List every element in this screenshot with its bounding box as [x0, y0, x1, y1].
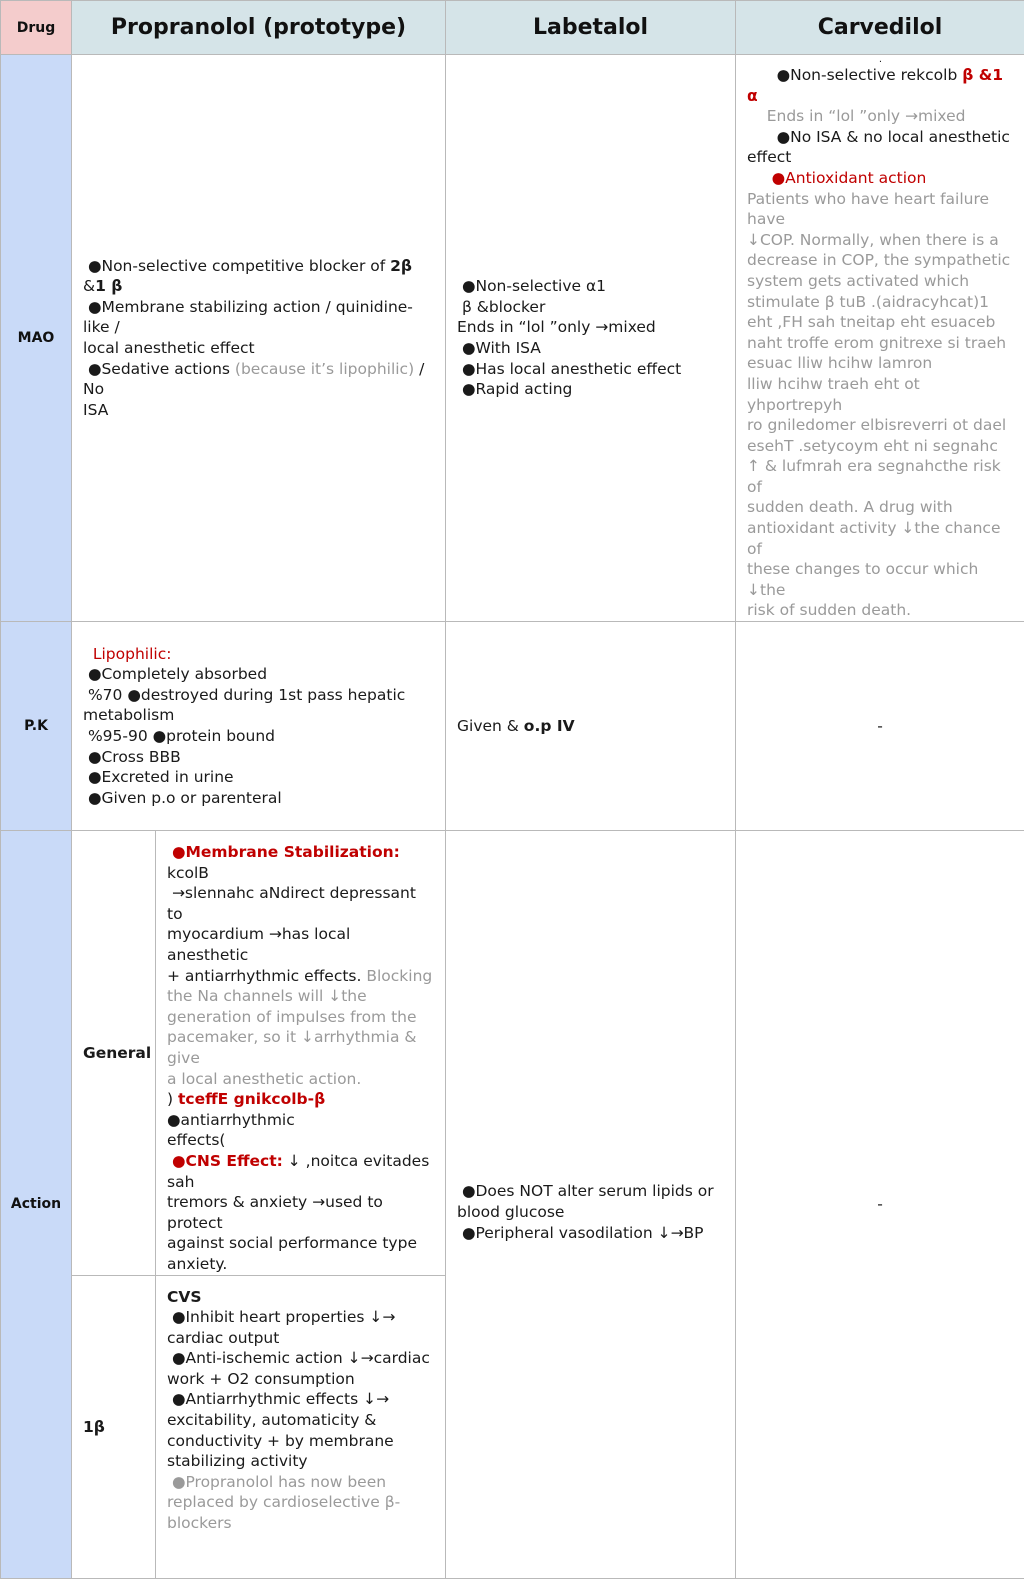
gen-line-f: effects(	[167, 1130, 434, 1151]
mao-carv-line-4: effect	[747, 147, 1014, 168]
mao-prop-line-5: ISA	[83, 400, 434, 421]
gen-line-i: tremors & anxiety →used to protect	[167, 1192, 434, 1233]
beta1-title: CVS	[167, 1287, 434, 1308]
pk-prop-line-7: ● Excreted in urine	[83, 767, 434, 788]
mao-carv-gray-4: system gets activated which	[747, 271, 1014, 292]
mao-carvedilol-cell	[736, 55, 1024, 622]
pk-lab-text: Given &	[457, 717, 524, 735]
gen-line-h: ● CNS Effect: ↓ ,noitca evitades sah	[167, 1151, 434, 1192]
mao-carv-gray-5: stimulate β tuB .(aidracyhcat)1	[747, 292, 1014, 313]
gen-gray-3: pacemaker, so it ↓arrhythmia & give	[167, 1027, 434, 1068]
pk-prop-line-1: Lipophilic:	[83, 644, 434, 665]
mao-carv-gray-9: lliw hcihw traeh eht ot yhportrepyh	[747, 374, 1014, 415]
pk-prop-line-6: ● Cross BBB	[83, 747, 434, 768]
beta1-line-9: ● Propranolol has now been	[167, 1472, 434, 1493]
beta1-line-2: cardiac output	[167, 1328, 434, 1349]
mao-carv-gray-6: eht ,FH sah tneitap eht esuaceb	[747, 312, 1014, 333]
mao-carv-gray-1: Patients who have heart failure have	[747, 189, 1014, 230]
mao-prop-line-1: ● Non-selective competitive blocker of 2β &1 β	[83, 256, 434, 297]
gen-gray-1: the Na channels will ↓the	[167, 986, 434, 1007]
mao-carv-gray-8: esuac lliw hcihw lamron	[747, 353, 1014, 374]
mao-carv-gray-13: sudden death. A drug with	[747, 497, 1014, 518]
mao-carv-gray-2: ↓COP. Normally, when there is a	[747, 230, 1014, 251]
mao-carv-line-3: ● No ISA & no local anesthetic	[747, 127, 1014, 148]
beta1-line-1: ● Inhibit heart properties ↓→	[167, 1307, 434, 1328]
pk-lab-route: o.p IV	[524, 717, 575, 735]
mao-prop-line-2: ● Membrane stabilizing action / quinidine-like /	[83, 297, 434, 338]
mao-row	[1, 55, 1024, 622]
mao-lab-line-3: Ends in “lol ”only →mixed	[457, 317, 724, 338]
mao-carv-gray-7: naht troffe erom gnitrexe si traeh	[747, 333, 1014, 354]
mao-propranolol-cell	[72, 55, 446, 622]
action-general-cell	[156, 831, 446, 1275]
mao-prop-line-4: ● Sedative actions (because it’s lipophilic) / No	[83, 359, 434, 400]
row-label-action: Action	[1, 831, 72, 1578]
mao-carv-gray-11: esehT .setycoym eht ni segnahc	[747, 436, 1014, 457]
sublabel-general: General	[72, 831, 156, 1275]
gen-line-k: anxiety.	[167, 1254, 434, 1275]
action-beta1-cell	[156, 1275, 446, 1578]
action-general-row	[1, 831, 1024, 1275]
mao-lab-line-5: ● Has local anesthetic effect	[457, 359, 724, 380]
beta1-line-7: conductivity + by membrane	[167, 1431, 434, 1452]
mao-carv-line-2: Ends in “lol ”only →mixed	[747, 106, 1014, 127]
mao-lab-line-6: ● Rapid acting	[457, 379, 724, 400]
mao-lab-line-4: ● With ISA	[457, 338, 724, 359]
pk-row	[1, 622, 1024, 831]
pk-prop-line-2: ● Completely absorbed	[83, 664, 434, 685]
action-labetalol-cell	[446, 831, 736, 1578]
mao-prop-line-3: local anesthetic effect	[83, 338, 434, 359]
pk-prop-line-8: ● Given p.o or parenteral	[83, 788, 434, 809]
header-carvedilol: Carvedilol	[736, 1, 1024, 55]
act-lab-line-2: blood glucose	[457, 1202, 724, 1223]
mao-carv-gray-3: decrease in COP, the sympathetic	[747, 250, 1014, 271]
act-lab-line-1: ● Does NOT alter serum lipids or	[457, 1181, 724, 1202]
row-label-pk: P.K	[1, 622, 72, 831]
pk-propranolol-cell	[72, 622, 446, 831]
action-carvedilol-cell: -	[736, 831, 1024, 1578]
row-label-mao: MAO	[1, 55, 72, 622]
gen-line-e: ) tceffE gnikcolb-β ● antiarrhythmic	[167, 1089, 434, 1130]
beta1-line-8: stabilizing activity	[167, 1451, 434, 1472]
gen-gray-2: generation of impulses from the	[167, 1007, 434, 1028]
mao-carv-gray-15: these changes to occur which ↓the	[747, 559, 1014, 600]
mao-lab-line-2: β &blocker	[457, 297, 724, 318]
beta1-line-4: work + O2 consumption	[167, 1369, 434, 1390]
beta1-line-5: ● Antiarrhythmic effects ↓→	[167, 1389, 434, 1410]
mao-lab-line-1: ● Non-selective α1	[457, 276, 724, 297]
gen-line-c: myocardium →has local anesthetic	[167, 924, 434, 965]
mao-labetalol-cell	[446, 55, 736, 622]
gen-line-d: + antiarrhythmic effects. Blocking	[167, 966, 434, 987]
gen-gray-4: a local anesthetic action.	[167, 1069, 434, 1090]
gen-line-b: →slennahc aNdirect depressant to	[167, 883, 434, 924]
act-lab-line-3: ● Peripheral vasodilation ↓→BP	[457, 1223, 724, 1244]
pk-prop-line-3: %70 ● destroyed during 1st pass hepatic	[83, 685, 434, 706]
header-labetalol: Labetalol	[446, 1, 736, 55]
gen-line-j: against social performance type	[167, 1233, 434, 1254]
mao-carv-dot: .	[747, 55, 1014, 65]
pk-carvedilol-cell: -	[736, 622, 1024, 831]
beta1-line-11: blockers	[167, 1513, 434, 1534]
beta1-line-10: replaced by cardioselective β-	[167, 1492, 434, 1513]
beta1-line-6: excitability, automaticity &	[167, 1410, 434, 1431]
sublabel-beta1: 1β	[72, 1275, 156, 1578]
beta1-line-3: ● Anti-ischemic action ↓→cardiac	[167, 1348, 434, 1369]
gen-line-a: ● Membrane Stabilization: kcolB	[167, 842, 434, 883]
mao-carv-line-1: ● Non-selective rekcolb β &1 α	[747, 65, 1014, 106]
pk-prop-line-4: metabolism	[83, 705, 434, 726]
mao-carv-gray-12: ↑ & lufmrah era segnahcthe risk of	[747, 456, 1014, 497]
header-row	[1, 1, 1024, 55]
pk-labetalol-cell	[446, 622, 736, 831]
header-propranolol: Propranolol (prototype)	[72, 1, 446, 55]
pk-prop-line-5: %95-90 ● protein bound	[83, 726, 434, 747]
mao-carv-gray-14: antioxidant activity ↓the chance of	[747, 518, 1014, 559]
mao-carv-gray-16: risk of sudden death.	[747, 600, 1014, 621]
mao-carv-line-5: ● Antioxidant action	[747, 168, 1014, 189]
mao-carv-gray-10: ro gniledomer elbisreverri ot dael	[747, 415, 1014, 436]
header-drug: Drug	[1, 1, 72, 55]
